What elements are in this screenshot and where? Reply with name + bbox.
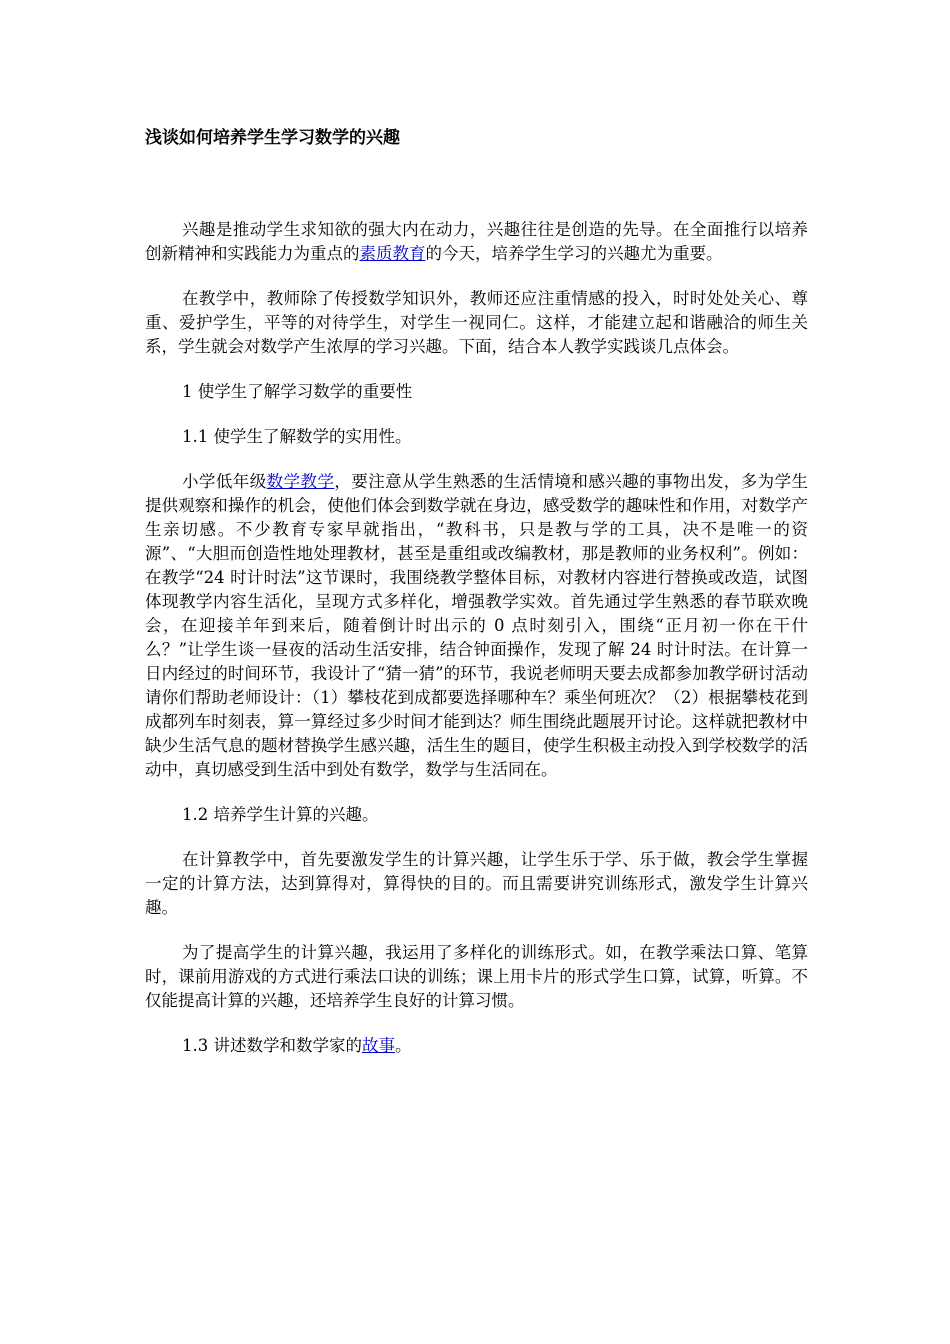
paragraph-teaching: 在教学中，教师除了传授数学知识外，教师还应注重情感的投入，时时处处关心、尊重、爱护学生，平等的对待学生，对学生一视同仁。这样，才能建立起和谐融洽的师生关系，学生就会对数学产生浓厚的学习兴趣。下面，结合本人教学实践谈几点体会。 [145,289,808,356]
link-stories[interactable]: 故事 [362,1036,395,1055]
section-heading-1-3 [145,1034,808,1058]
paragraph-practicality [145,470,808,782]
section-heading-1-2: 1.2 培养学生计算的兴趣。 [182,805,379,824]
document-title: 浅谈如何培养学生学习数学的兴趣 [145,128,400,148]
paragraph-intro-text-a: 兴趣是推动学生求知欲的强大内在动力，兴趣往往是创造的先导。在全面推行以培养创新精神和实践能力为重点的 [145,220,808,263]
link-quality-education[interactable]: 素质教育 [359,244,426,263]
paragraph-intro-text-b: 的今天，培养学生学习的兴趣尤为重要。 [425,244,723,263]
section-heading-1-3-text-a: 1.3 讲述数学和数学家的 [182,1036,362,1055]
document-body [145,218,808,1079]
paragraph-intro [145,218,808,266]
section-heading-1-3-text-b: 。 [395,1036,412,1055]
paragraph-practicality-text-a: 小学低年级 [182,472,267,491]
paragraph-training-forms: 为了提高学生的计算兴趣，我运用了多样化的训练形式。如，在教学乘法口算、笔算时，课前用游戏的方式进行乘法口诀的训练；课上用卡片的形式学生口算，试算，听算。不仅能提高计算的兴趣，还培养学生良好的计算习惯。 [145,943,808,1010]
paragraph-calculation-interest: 在计算教学中，首先要激发学生的计算兴趣，让学生乐于学、乐于做，教会学生掌握一定的计算方法，达到算得对，算得快的目的。而且需要讲究训练形式，激发学生计算兴趣。 [145,850,808,917]
link-math-teaching[interactable]: 数学教学 [266,472,335,491]
section-heading-1: 1 使学生了解学习数学的重要性 [182,382,413,401]
paragraph-practicality-text-b: ，要注意从学生熟悉的生活情境和感兴趣的事物出发，多为学生提供观察和操作的机会，使他们体会到数学就在身边，感受数学的趣味性和作用，对数学产生亲切感。不少教育专家早就指出，“教科书，只是教与学的工具，决不是唯一的资源”、“大胆而创造性地处理教材，甚至是重组或改编教材，那是教师的业务权利”。例如：在教学“24 时计时法”这节课时，我围绕教学整体目标，对教材内容进行替换或改造，试图体现教学内容生活化，呈现方式多样化，增强教学实效。首先通过学生熟悉的春节联欢晚会，在迎接羊年到来后，随着倒计时出示的 0 点时刻引入，围绕“正月初一你在干什么？”让学生谈一昼夜的活动生活安排，结合钟面操作，发现了解 24 时计时法。在计算一日内经过的时间环节，我设计了“猜一猜”的环节，我说老师明天要去成都参加教学研讨活动请你们帮助老师设计：（1）攀枝花到成都要选择哪种车？乘坐何班次？（2）根据攀枝花到成都列车时刻表，算一算经过多少时间才能到达？师生围绕此题展开讨论。这样就把教材中缺少生活气息的题材替换学生感兴趣，活生生的题目，使学生积极主动投入到学校数学的活动中，真切感受到生活中到处有数学，数学与生活同在。 [145,472,809,779]
section-heading-1-1: 1.1 使学生了解数学的实用性。 [182,427,412,446]
